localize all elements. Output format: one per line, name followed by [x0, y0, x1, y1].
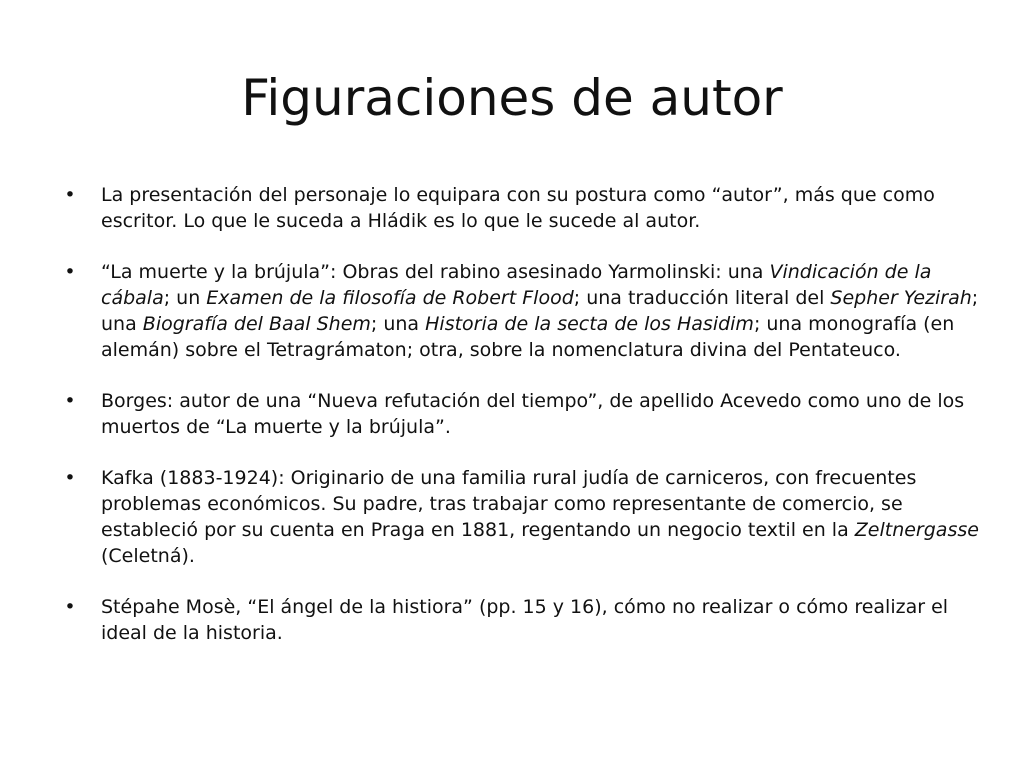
- slide-title: Figuraciones de autor: [241, 69, 783, 127]
- italic-title-run: Examen de la filosofía de Robert Flood: [206, 287, 574, 309]
- bullet-text: [101, 261, 978, 361]
- italic-title-run: Vindicación de la cábala: [101, 261, 932, 309]
- bullet-item: [60, 388, 980, 440]
- bullet-text: [101, 184, 935, 232]
- text-run: ; una: [101, 287, 979, 335]
- bullet-item: [60, 594, 980, 646]
- text-run: ; un: [163, 287, 207, 309]
- bullet-dot-icon: •: [64, 390, 76, 412]
- text-run: “La muerte y la brújula”: Obras del rabino asesinado Yarmolinski: una: [101, 261, 770, 283]
- bullet-dot-icon: •: [64, 184, 76, 206]
- text-run: ; una traducción literal del: [573, 287, 831, 309]
- bullet-dot-icon: •: [64, 261, 76, 283]
- bullet-text: [101, 596, 948, 644]
- italic-title-run: Zeltnergasse: [854, 519, 979, 541]
- italic-title-run: Sepher Yezirah: [830, 287, 972, 309]
- text-run: La presentación del personaje lo equipara con su postura como “autor”, más que como escritor. Lo que le suceda a Hládik es lo que le sucede al autor.: [101, 184, 935, 232]
- text-run: (Celetná).: [101, 545, 195, 567]
- italic-title-run: Historia de la secta de los Hasidim: [425, 313, 754, 335]
- italic-title-run: Biografía del Baal Shem: [142, 313, 371, 335]
- text-run: Borges: autor de una “Nueva refutación del tiempo”, de apellido Acevedo como uno de los muertos de “La muerte y la brújula”.: [101, 390, 965, 438]
- text-run: ; una monografía (en alemán) sobre el Tetragrámaton; otra, sobre la nomenclatura divina del Pentateuco.: [101, 313, 955, 361]
- bullet-item: [60, 465, 980, 569]
- bullet-list: [60, 182, 980, 671]
- bullet-dot-icon: •: [64, 467, 76, 489]
- bullet-text: [101, 467, 979, 567]
- bullet-dot-icon: •: [64, 596, 76, 618]
- bullet-item: [60, 182, 980, 234]
- bullet-text: [101, 390, 964, 438]
- text-run: Kafka (1883-1924): Originario de una familia rural judía de carniceros, con frecuentes problemas económicos. Su padre, tras trabajar como representante de comercio, se estableció por su cuenta en Praga en 1881, regentando un negocio textil en la: [101, 467, 917, 541]
- text-run: Stépahe Mosè, “El ángel de la histiora” (pp. 15 y 16), cómo no realizar o cómo realizar el ideal de la historia.: [101, 596, 949, 644]
- text-run: ; una: [370, 313, 426, 335]
- bullet-item: [60, 259, 980, 363]
